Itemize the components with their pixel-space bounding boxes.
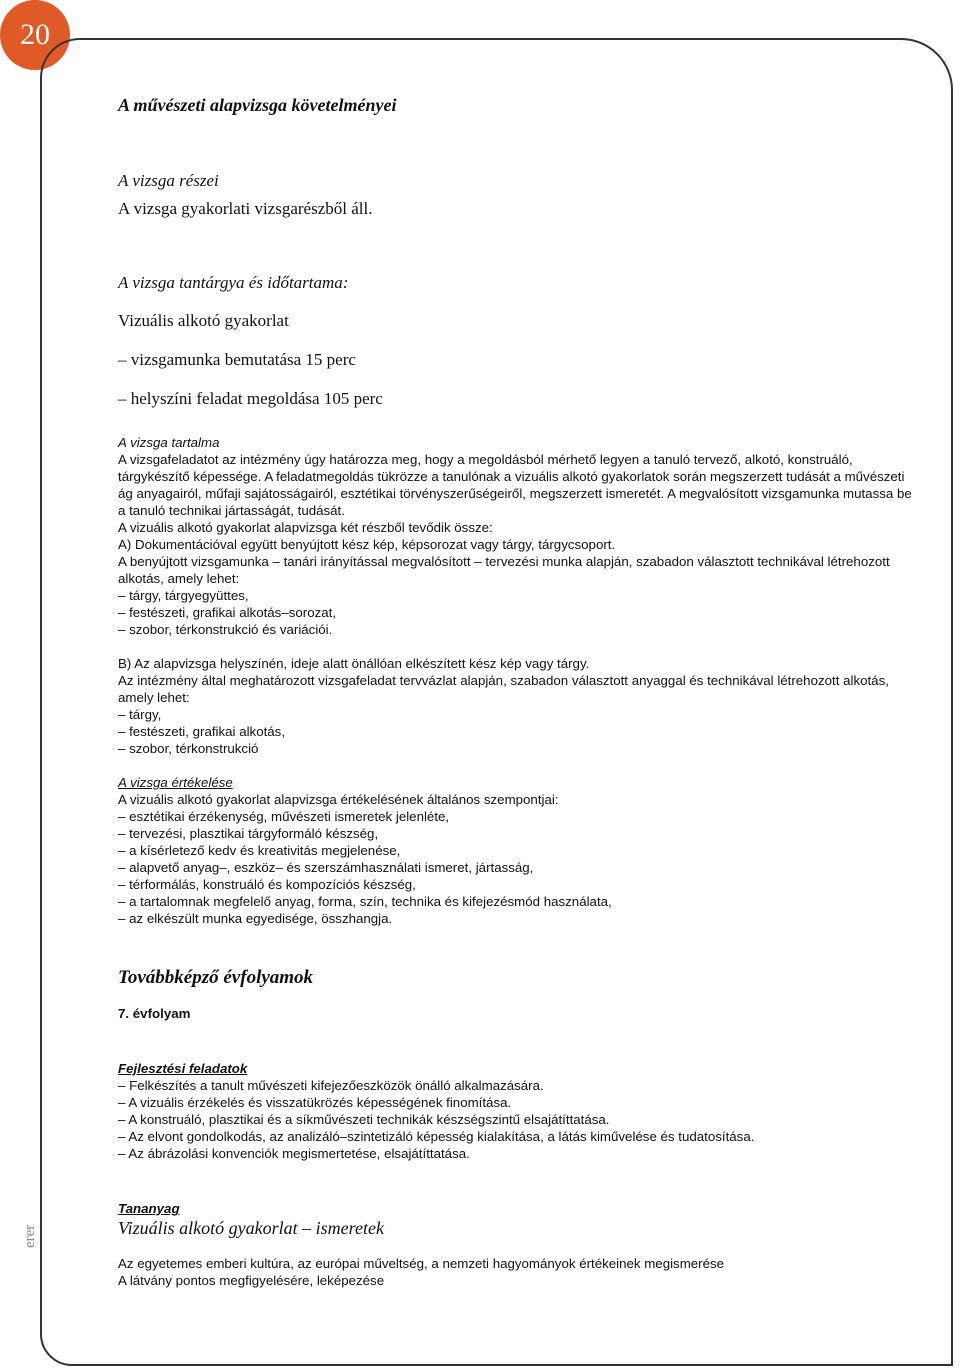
- list-b: [118, 706, 918, 757]
- exam-parts-heading: A vizsga részei: [118, 171, 219, 190]
- evaluation-heading: A vizsga értékelése: [118, 775, 233, 790]
- content-paragraph: A vizsgafeladatot az intézmény úgy határozza meg, hogy a megoldásból mérhető legyen a tanuló tervező, alkotó, konstruáló, tárgykészítő képessége. A feladatmegoldás tükrözze a tanulónak a vizuális alkotó gyakorlatok során megszerzett tudását a művészeti ág anyagairól, műfaji sajátosságairól, esztétikai törvényszerűségeiről, megszerzett ismeretét. A megvalósított vizsgamunka mutassa be a tanuló technikai jártasságát, tudását.: [118, 452, 912, 518]
- content-paragraph: A benyújtott vizsgamunka – tanári irányítással megvalósított – tervezési munka alapján, szabadon választott technikával létrehozott alkotás, amely lehet:: [118, 554, 890, 586]
- list-item: – esztétikai érzékenység, művészeti ismeretek jelenléte,: [118, 809, 450, 824]
- list-item: – alapvető anyag–, eszköz– és szerszámhasználati ismeret, jártasság,: [118, 860, 534, 875]
- curriculum-section: [118, 1255, 918, 1289]
- list-item: – A konstruáló, plasztikai és a síkművészeti technikák készségszintű elsajátíttatása.: [118, 1112, 610, 1127]
- list-item: – tárgy,: [118, 707, 162, 722]
- evaluation-list: [118, 808, 918, 927]
- list-item: – Az ábrázolási konvenciók megismertetése, elsajátíttatása.: [118, 1146, 470, 1161]
- dev-tasks-list: [118, 1077, 918, 1162]
- content-paragraph: A vizuális alkotó gyakorlat alapvizsga két részből tevődik össze:: [118, 520, 493, 535]
- list-item: – Felkészítés a tanult művészeti kifejezőeszközök önálló alkalmazására.: [118, 1078, 544, 1093]
- exam-parts-text: A vizsga gyakorlati vizsgarészből áll.: [118, 199, 373, 218]
- side-margin-mark: erer: [22, 1224, 38, 1248]
- list-item: – festészeti, grafikai alkotás–sorozat,: [118, 605, 337, 620]
- page-number-badge: 20: [0, 0, 70, 70]
- list-item: – szobor, térkonstrukció és variációi.: [118, 622, 333, 637]
- subject-heading: A vizsga tantárgya és időtartama:: [118, 273, 349, 292]
- subject-item: – vizsgamunka bemutatása 15 perc: [118, 350, 356, 369]
- subject-item: – helyszíni feladat megoldása 105 perc: [118, 389, 383, 408]
- subject-name: Vizuális alkotó gyakorlat: [118, 311, 289, 330]
- dev-tasks-section: [118, 1060, 918, 1162]
- list-item: – Az elvont gondolkodás, az analizáló–szintetizáló képesség kialakítása, a látás kiművelése és tudatosítása.: [118, 1129, 755, 1144]
- content-paragraph: A) Dokumentációval együtt benyújtott kész kép, képsorozat vagy tárgy, tárgycsoport.: [118, 537, 616, 552]
- exam-content-section: [118, 434, 918, 927]
- list-item: – tárgy, tárgyegyüttes,: [118, 588, 249, 603]
- list-item: – az elkészült munka egyedisége, összhangja.: [118, 911, 393, 926]
- curriculum-line: A látvány pontos megfigyelésére, leképezése: [118, 1273, 385, 1288]
- list-item: – A vizuális érzékelés és visszatükrözés képességének finomítása.: [118, 1095, 512, 1110]
- list-item: – térformálás, konstruáló és kompozíciós készség,: [118, 877, 416, 892]
- content-heading: A vizsga tartalma: [118, 435, 220, 450]
- list-item: – tervezési, plasztikai tárgyformáló készség,: [118, 826, 379, 841]
- list-item: – szobor, térkonstrukció: [118, 741, 259, 756]
- curriculum-line: Az egyetemes emberi kultúra, az európai műveltség, a nemzeti hagyományok értékeinek megismerése: [118, 1256, 725, 1271]
- content-paragraph: Az intézmény által meghatározott vizsgafeladat tervvázlat alapján, szabadon választott anyaggal és technikával létrehozott alkotás, amely lehet:: [118, 673, 889, 705]
- curriculum-subject: Vizuális alkotó gyakorlat – ismeretek: [118, 1218, 384, 1238]
- dev-tasks-heading: Fejlesztési feladatok: [118, 1061, 248, 1076]
- page-content: [118, 92, 918, 1289]
- list-item: – festészeti, grafikai alkotás,: [118, 724, 286, 739]
- list-a: [118, 587, 918, 638]
- advanced-heading: Továbbképző évfolyamok: [118, 967, 314, 988]
- section-title: A művészeti alapvizsga követelményei: [118, 95, 397, 115]
- grade-heading: 7. évfolyam: [118, 1006, 191, 1021]
- content-paragraph: B) Az alapvizsga helyszínén, ideje alatt önállóan elkészített kész kép vagy tárgy.: [118, 656, 590, 671]
- evaluation-intro: A vizuális alkotó gyakorlat alapvizsga értékelésének általános szempontjai:: [118, 792, 559, 807]
- list-item: – a kísérletező kedv és kreativitás megjelenése,: [118, 843, 401, 858]
- curriculum-heading: Tananyag: [118, 1201, 180, 1216]
- list-item: – a tartalomnak megfelelő anyag, forma, szín, technika és kifejezésmód használata,: [118, 894, 612, 909]
